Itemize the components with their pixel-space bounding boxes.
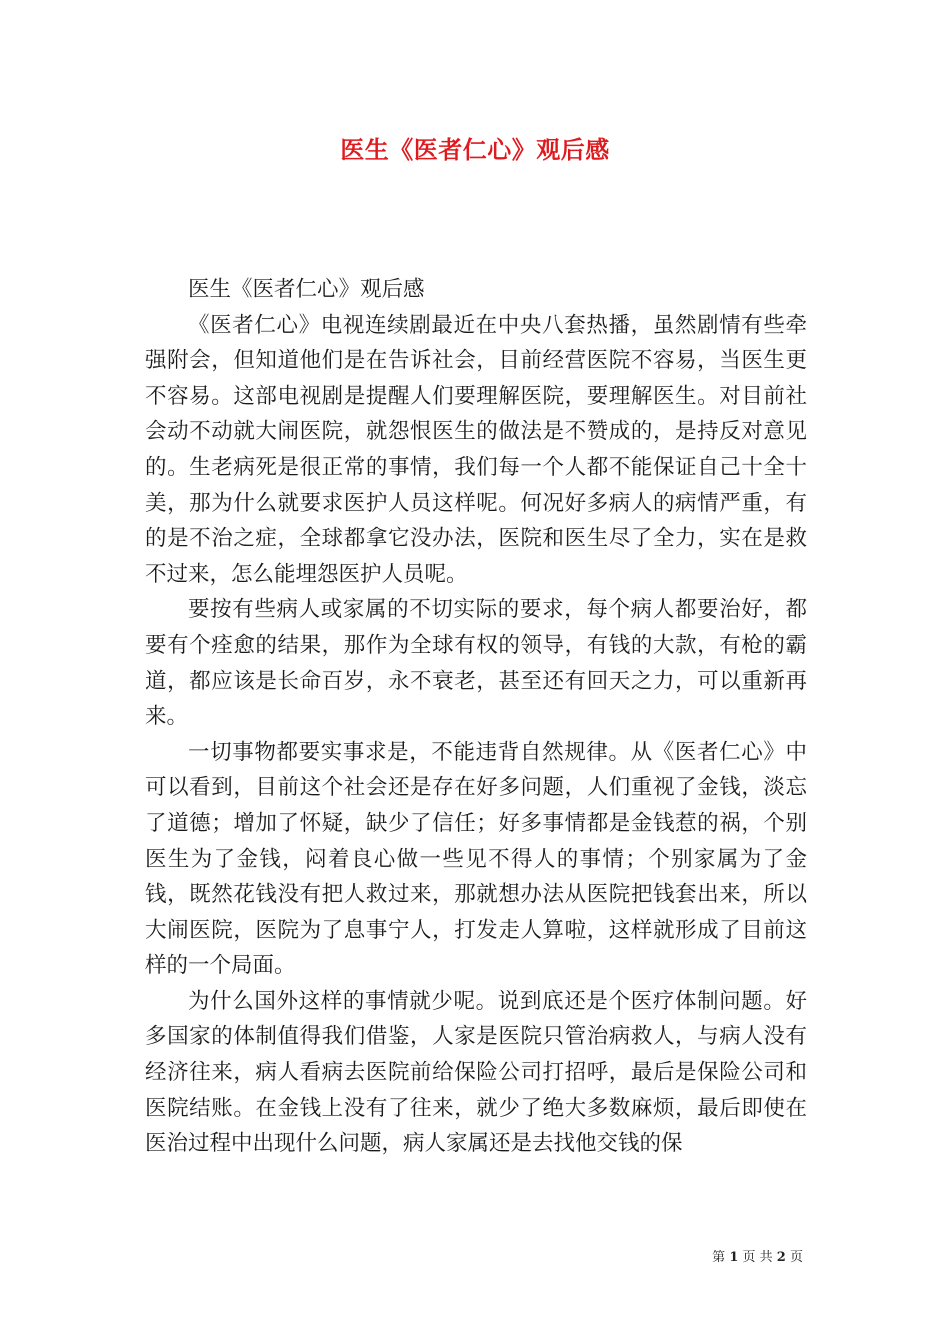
footer-suffix: 页: [789, 1250, 803, 1265]
paragraph: 一切事物都要实事求是，不能违背自然规律。从《医者仁心》中可以看到，目前这个社会还是存在好多问题，人们重视了金钱，淡忘了道德；增加了怀疑，缺少了信任；好多事情都是金钱惹的祸，个别医生为了金钱，闷着良心做一些见不得人的事情；个别家属为了金钱，既然花钱没有把人救过来，那就想办法从医院把钱套出来，所以大闹医院，医院为了息事宁人，打发走人算啦，这样就形成了目前这样的一个局面。: [145, 739, 807, 979]
document-body: [145, 272, 807, 1162]
page-number-footer: [712, 1246, 803, 1265]
document-title: 医生《医者仁心》观后感: [340, 135, 610, 164]
paragraph: 《医者仁心》电视连续剧最近在中央八套热播，虽然剧情有些牵强附会，但知道他们是在告诉社会，目前经营医院不容易，当医生更不容易。这部电视剧是提醒人们要理解医院，要理解医生。对目前社会动不动就大闹医院，就怨恨医生的做法是不赞成的，是持反对意见的。生老病死是很正常的事情，我们每一个人都不能保证自己十全十美，那为什么就要求医护人员这样呢。何况好多病人的病情严重，有的是不治之症，全球都拿它没办法，医院和医生尽了全力，实在是救不过来，怎么能埋怨医护人员呢。: [145, 312, 807, 587]
footer-middle: 页 共: [742, 1250, 773, 1265]
total-page-count: 2: [776, 1250, 786, 1265]
footer-prefix: 第: [712, 1250, 726, 1265]
paragraph: 为什么国外这样的事情就少呢。说到底还是个医疗体制问题。好多国家的体制值得我们借鉴，人家是医院只管治病救人，与病人没有经济往来，病人看病去医院前给保险公司打招呼，最后是保险公司和医院结账。在金钱上没有了往来，就少了绝大多数麻烦，最后即使在医治过程中出现什么问题，病人家属还是去找他交钱的保: [145, 988, 807, 1157]
current-page-number: 1: [729, 1250, 739, 1265]
paragraph: 要按有些病人或家属的不切实际的要求，每个病人都要治好，都要有个痊愈的结果，那作为全球有权的领导，有钱的大款，有枪的霸道，都应该是长命百岁，永不衰老，甚至还有回天之力，可以重新再来。: [145, 597, 807, 730]
paragraph-heading: 医生《医者仁心》观后感: [188, 277, 425, 302]
